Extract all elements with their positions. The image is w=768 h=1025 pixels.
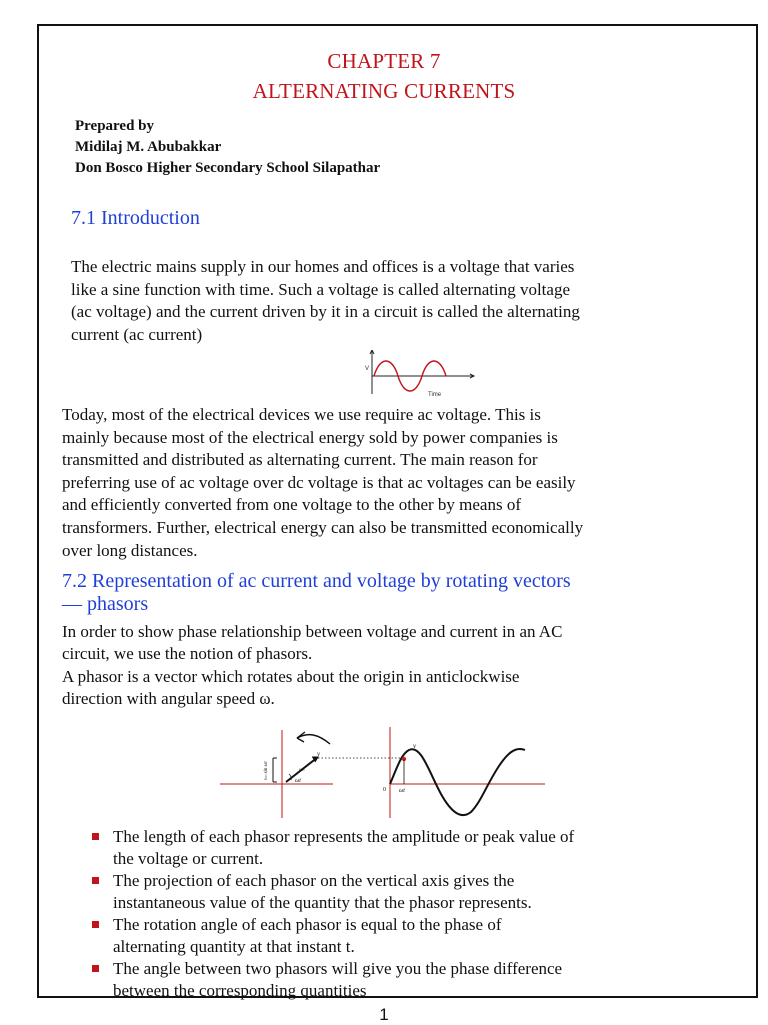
bullet-square-icon bbox=[92, 877, 99, 884]
text-line: The length of each phasor represents the amplitude or peak value of bbox=[113, 827, 575, 846]
intro-paragraph bbox=[71, 256, 580, 346]
phasor-label: v bbox=[317, 750, 321, 758]
text-line: transformers. Further, electrical energy can also be transmitted economically bbox=[62, 517, 584, 537]
text-line: The rotation angle of each phasor is equal to the phase of bbox=[113, 914, 502, 934]
text-line: preferring use of ac voltage over dc voltage is that ac voltages can be easily bbox=[62, 472, 576, 492]
section-heading-phasors bbox=[62, 570, 571, 616]
text-line: The projection of each phasor on the vertical axis gives the bbox=[113, 870, 515, 890]
rotation-arrow-icon bbox=[297, 735, 330, 744]
chapter-title: ALTERNATING CURRENTS bbox=[252, 79, 516, 103]
wave-angle-label: ωt bbox=[399, 788, 405, 794]
text-line: direction with angular speed ω. bbox=[62, 689, 275, 709]
phasor-definition-paragraph bbox=[62, 621, 562, 711]
page-number: 1 bbox=[379, 1005, 389, 1024]
list-item bbox=[92, 826, 732, 869]
sine-wave-curve bbox=[390, 749, 525, 815]
wave-v-label: v bbox=[413, 742, 417, 750]
list-item bbox=[92, 870, 732, 913]
text-line: like a sine function with time. Such a voltage is called alternating voltage bbox=[71, 279, 570, 299]
angle-label: ωt bbox=[295, 778, 301, 784]
text-line: the voltage or current. bbox=[113, 848, 264, 868]
author-name: Midilaj M. Abubakkar bbox=[75, 139, 222, 155]
time-axis-label: Time bbox=[428, 392, 442, 398]
bullet-square-icon bbox=[92, 965, 99, 972]
projection-label: vₘ sin ωt bbox=[264, 761, 269, 780]
heading-line: 7.2 Representation of ac current and voltage by rotating vectors bbox=[62, 570, 571, 592]
text-line: A phasor is a vector which rotates about the origin in anticlockwise bbox=[62, 666, 520, 686]
text-line: and efficiently converted from one voltage to the other by means of bbox=[62, 495, 521, 515]
list-item bbox=[92, 914, 732, 957]
text-line: Today, most of the electrical devices we use require ac voltage. This is bbox=[62, 405, 541, 424]
amplitude-label: vₘ bbox=[299, 768, 305, 773]
school-name: Don Bosco Higher Secondary School Silapathar bbox=[75, 160, 381, 176]
prepared-by-label: Prepared by bbox=[75, 118, 155, 134]
phasor-diagram bbox=[215, 722, 547, 822]
sine-wave-figure bbox=[362, 348, 482, 400]
section-heading-introduction: 7.1 Introduction bbox=[71, 207, 200, 229]
origin-label: 0 bbox=[383, 787, 386, 793]
chapter-number: CHAPTER 7 bbox=[327, 49, 441, 73]
bullet-square-icon bbox=[92, 921, 99, 928]
v-axis-label: V bbox=[365, 366, 370, 372]
heading-line: — phasors bbox=[62, 593, 149, 615]
text-line: The angle between two phasors will give you the phase difference bbox=[113, 958, 563, 978]
text-line: (ac voltage) and the current driven by it in a circuit is called the alternating bbox=[71, 302, 580, 322]
text-line: current (ac current) bbox=[71, 324, 203, 344]
list-item bbox=[92, 958, 732, 1001]
text-line: transmitted and distributed as alternating current. The main reason for bbox=[62, 450, 538, 470]
text-line: alternating quantity at that instant t. bbox=[113, 936, 355, 956]
text-line: mainly because most of the electrical energy sold by power companies is bbox=[62, 427, 558, 447]
text-line: The electric mains supply in our homes and offices is a voltage that varies bbox=[71, 257, 575, 276]
text-line: over long distances. bbox=[62, 540, 198, 560]
text-line: In order to show phase relationship between voltage and current in an AC bbox=[62, 622, 563, 641]
ac-advantage-paragraph bbox=[62, 404, 583, 562]
text-line: between the corresponding quantities bbox=[113, 980, 367, 1000]
text-line: instantaneous value of the quantity that the phasor represents. bbox=[113, 892, 532, 912]
bullet-square-icon bbox=[92, 833, 99, 840]
phasor-properties-list bbox=[92, 826, 732, 1002]
text-line: circuit, we use the notion of phasors. bbox=[62, 644, 313, 664]
